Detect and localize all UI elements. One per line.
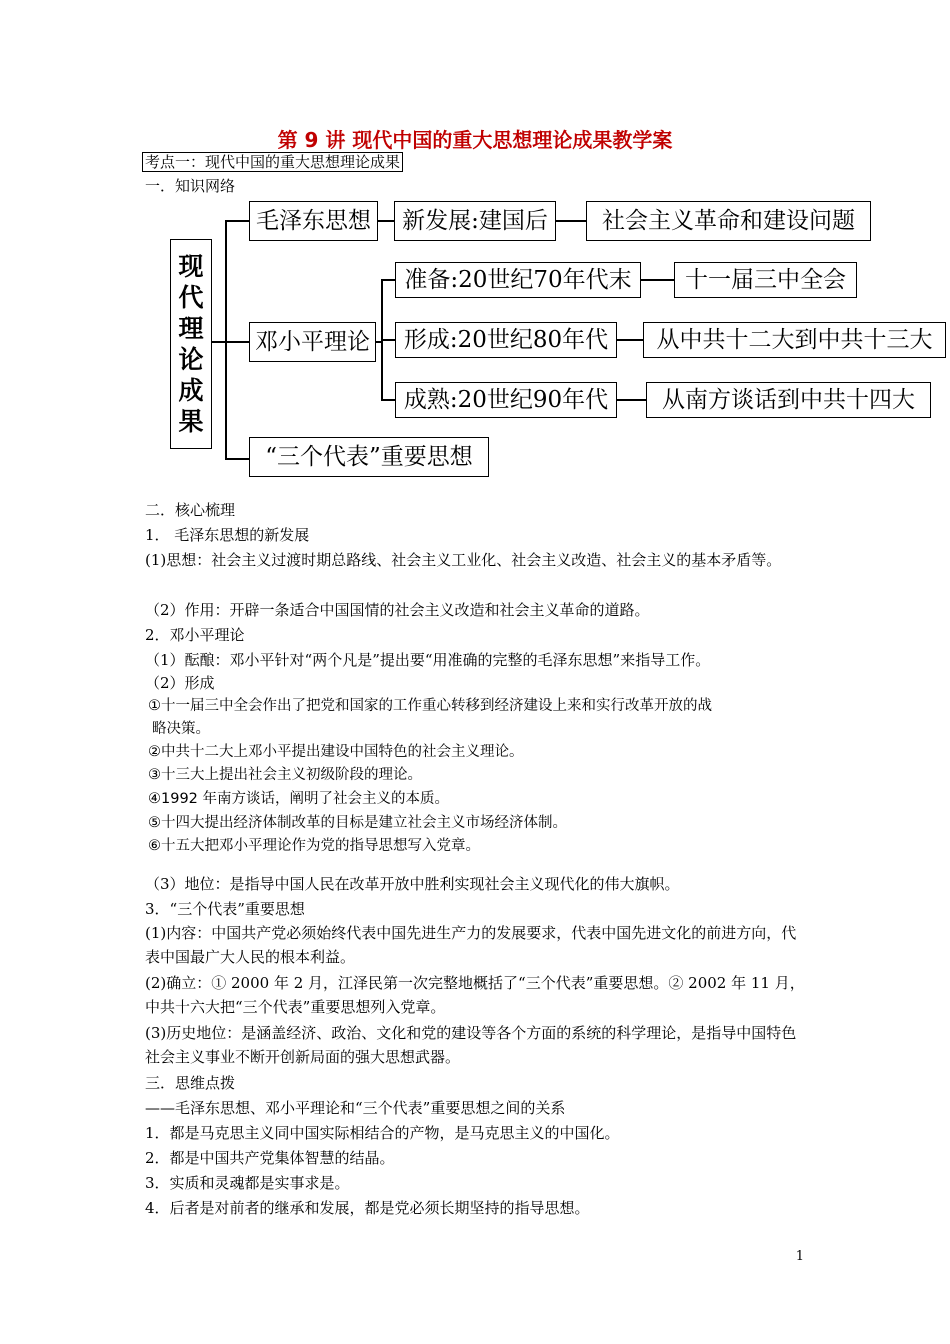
root-char: 果 [178, 407, 204, 436]
paragraph-deng-status: （3）地位：是指导中国人民在改革开放中胜利实现社会主义现代化的伟大旗帜。 [145, 875, 680, 893]
list-item: ⑤十四大提出经济体制改革的目标是建立社会主义市场经济体制。 [148, 815, 567, 831]
list-item: ④1992 年南方谈话，阐明了社会主义的本质。 [148, 791, 450, 807]
node-mao-thought: 毛泽东思想 [249, 201, 378, 241]
list-item: ①十一届三中全会作出了把党和国家的工作重心转移到经济建设上来和实行改革开放的战 [148, 698, 712, 714]
section-knowledge-network: 一．知识网络 [145, 177, 236, 195]
section-core-review: 二．核心梳理 [145, 501, 236, 519]
node-deng-theory: 邓小平理论 [249, 322, 376, 362]
list-item: ③十三大上提出社会主义初级阶段的理论。 [148, 767, 422, 783]
paragraph-three-content: (1)内容：中国共产党必须始终代表中国先进生产力的发展要求，代表中国先进文化的前进方向，代表中国最广大人民的根本利益。 [145, 924, 797, 966]
paragraph-three-establishment: (2)确立：① 2000 年 2 月，江泽民第一次完整地概括了“三个代表”重要思想。② 2002 年 11 月，中共十六大把“三个代表”重要思想列入党章。 [145, 974, 805, 1016]
connector [641, 279, 674, 281]
connector [556, 220, 586, 222]
root-char: 现 [178, 252, 204, 281]
root-char: 理 [178, 314, 204, 343]
paragraph-three-status: (3)历史地位：是涵盖经济、政治、文化和党的建设等各个方面的系统的科学理论，是指导中国特色社会主义事业不断开创新局面的强大思想武器。 [145, 1024, 797, 1066]
connector [225, 220, 250, 222]
list-item: 2．都是中国共产党集体智慧的结晶。 [145, 1149, 395, 1167]
connector [381, 279, 395, 281]
node-stage-maturity: 成熟:20世纪90年代 [395, 382, 617, 418]
root-char: 论 [178, 345, 204, 374]
topic-heading: 考点一：现代中国的重大思想理论成果 [142, 152, 403, 172]
list-item: ⑥十五大把邓小平理论作为党的指导思想写入党章。 [148, 838, 480, 854]
root-char: 代 [178, 283, 204, 312]
paragraph-mao-thought: (1)思想：社会主义过渡时期总路线、社会主义工业化、社会主义改造、社会主义的基本矛盾等。 [145, 551, 782, 569]
paragraph-deng-brewing: （1）酝酿：邓小平针对“两个凡是”提出要“用准确的完整的毛泽东思想”来指导工作。 [145, 651, 711, 669]
connector [212, 341, 226, 343]
connector [381, 339, 395, 341]
node-mao-topic: 社会主义革命和建设问题 [586, 201, 871, 241]
connector [617, 399, 646, 401]
paragraph-mao-role: （2）作用：开辟一条适合中国国情的社会主义改造和社会主义革命的道路。 [145, 601, 650, 619]
heading-three-represents: 3．“三个代表”重要思想 [145, 900, 305, 918]
node-three-represents: “三个代表”重要思想 [249, 437, 489, 477]
subheading-relationship: ——毛泽东思想、邓小平理论和“三个代表”重要思想之间的关系 [145, 1099, 566, 1117]
list-item: 1．都是马克思主义同中国实际相结合的产物，是马克思主义的中国化。 [145, 1124, 620, 1142]
page-title: 第 9 讲 现代中国的重大思想理论成果教学案 [277, 128, 673, 152]
list-item: ②中共十二大上邓小平提出建设中国特色的社会主义理论。 [148, 744, 524, 760]
node-stage-preparation-event: 十一届三中全会 [674, 262, 857, 298]
connector [378, 220, 394, 222]
heading-mao-new-development: 1． 毛泽东思想的新发展 [145, 526, 310, 544]
node-stage-maturity-event: 从南方谈话到中共十四大 [646, 382, 931, 418]
node-stage-formation: 形成:20世纪80年代 [395, 322, 617, 358]
connector [617, 339, 643, 341]
list-item: 4．后者是对前者的继承和发展，都是党必须长期坚持的指导思想。 [145, 1199, 590, 1217]
paragraph-deng-formation: （2）形成 [145, 674, 215, 692]
node-stage-preparation: 准备:20世纪70年代末 [395, 262, 641, 298]
connector [225, 341, 250, 343]
page-number: 1 [795, 1249, 804, 1264]
node-stage-formation-event: 从中共十二大到中共十三大 [643, 322, 946, 358]
connector [381, 399, 395, 401]
connector [225, 220, 227, 460]
connector [225, 458, 250, 460]
page-number-wrap [0, 1249, 950, 1264]
section-thinking-tips: 三．思维点拨 [145, 1074, 236, 1092]
root-char: 成 [178, 376, 204, 405]
node-mao-development: 新发展:建国后 [394, 201, 556, 241]
heading-deng-theory: 2．邓小平理论 [145, 626, 245, 644]
list-item: 3．实质和灵魂都是实事求是。 [145, 1174, 350, 1192]
diagram-root [170, 239, 212, 449]
list-item: 略决策。 [152, 721, 210, 737]
